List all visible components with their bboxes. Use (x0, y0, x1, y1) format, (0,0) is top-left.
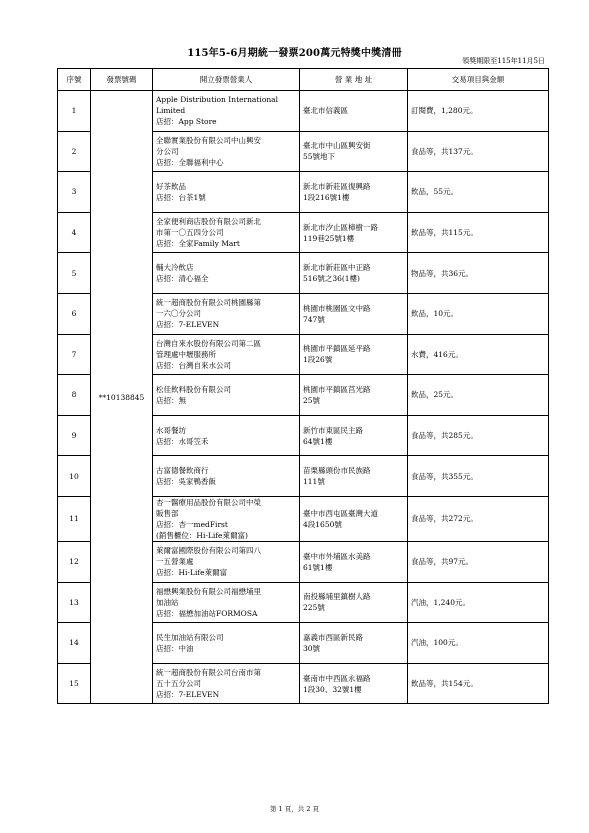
merchant-cell (153, 293, 300, 334)
merchant-cell-line: Apple Distribution International (156, 95, 279, 105)
address-cell (300, 375, 408, 416)
merchant-cell-line: 福懋興業股份有限公司福懋埔里 (156, 586, 261, 596)
merchant-cell (153, 212, 300, 253)
address-cell (300, 663, 408, 704)
winners-table (57, 68, 549, 704)
address-cell-line: 747號 (303, 314, 325, 324)
address-cell (300, 456, 408, 497)
item-amount: 飲品，10元。 (408, 293, 549, 334)
address-cell (300, 131, 408, 172)
item-amount: 訂閱費，1,280元。 (408, 91, 549, 132)
address-cell (300, 415, 408, 456)
invoice-number: **10138845 (91, 91, 153, 704)
merchant-cell (153, 663, 300, 704)
merchant-cell (153, 131, 300, 172)
merchant-cell-line: 統一超商股份有限公司桃園縣第 (156, 298, 261, 308)
merchant-cell (153, 623, 300, 664)
merchant-cell-line: 全家便利商店股份有限公司新北 (156, 217, 261, 227)
address-cell-line: 新北市汐止區樟樹一路 (303, 222, 378, 232)
item-amount: 飲品，55元。 (408, 172, 549, 213)
address-cell (300, 623, 408, 664)
address-cell-line: 新北市新莊區復興路 (303, 181, 371, 191)
address-cell (300, 293, 408, 334)
merchant-cell (153, 172, 300, 213)
item-amount: 食品等，共137元。 (408, 131, 549, 172)
merchant-cell-line: 好茶飲品 (156, 181, 186, 191)
merchant-cell-line: 市第一〇五四分公司 (156, 228, 224, 238)
row-number: 8 (58, 375, 91, 416)
address-cell (300, 253, 408, 294)
merchant-cell-line: 民生加油站有限公司 (156, 632, 224, 642)
item-amount: 物品等，共36元。 (408, 253, 549, 294)
address-cell-line: 1段26號 (303, 355, 333, 365)
merchant-cell-line: 管理處中壢服務所 (156, 349, 216, 359)
merchant-cell (153, 415, 300, 456)
address-cell (300, 496, 408, 541)
merchant-cell-line: 店招：水哥笠禾 (156, 436, 209, 446)
merchant-cell-line: 店招：台茶1號 (156, 192, 206, 202)
address-cell-line: 25號 (303, 395, 321, 405)
merchant-cell (153, 253, 300, 294)
merchant-cell-line: 店招：中油 (156, 643, 194, 653)
address-cell-line: 225號 (303, 603, 325, 613)
item-amount: 食品等，共97元。 (408, 541, 549, 582)
address-cell (300, 334, 408, 375)
merchant-cell (153, 456, 300, 497)
address-cell-line: 1段216號1樓 (303, 192, 350, 202)
address-cell-line: 臺北市中山區興安街 (303, 141, 371, 151)
merchant-cell-line: 水哥餐坊 (156, 425, 186, 435)
merchant-cell-line: 加油站 (156, 597, 179, 607)
row-number: 12 (58, 541, 91, 582)
row-number: 4 (58, 212, 91, 253)
row-number: 14 (58, 623, 91, 664)
address-cell-line: 嘉義市西區新民路 (303, 632, 363, 642)
item-amount: 飲品等，共115元。 (408, 212, 549, 253)
merchant-cell-line: 店招：全聯福利中心 (156, 157, 224, 167)
merchant-cell (153, 582, 300, 623)
merchant-cell-line: 全聯實業股份有限公司中山興安 (156, 135, 261, 145)
address-cell-line: 4段1650號 (303, 519, 342, 529)
row-number: 11 (58, 496, 91, 541)
merchant-cell-line: 店招：台灣自來水公司 (156, 360, 231, 370)
page-title: 115年5-6月期統一發票200萬元特獎中獎清冊 (187, 48, 402, 59)
merchant-cell-line: 輔大冷飲店 (156, 263, 194, 273)
merchant-cell-line: 店招：福懋加油站FORMOSA (156, 608, 258, 618)
address-cell (300, 91, 408, 132)
address-cell-line: 苗栗縣頭份市民族路 (303, 466, 371, 476)
merchant-cell-line: 店招：吳家鴨香飯 (156, 477, 216, 487)
address-cell-line: 1段30、32號1樓 (303, 684, 362, 694)
row-number: 15 (58, 663, 91, 704)
header-merchant: 開立發票營業人 (153, 69, 300, 91)
address-cell-line: 臺南市中西區永福路 (303, 673, 371, 683)
address-cell (300, 172, 408, 213)
merchant-cell-line: 店招：App Store (156, 117, 217, 127)
merchant-cell-line: 分公司 (156, 146, 179, 156)
merchant-cell (153, 541, 300, 582)
address-cell-line: 516號之36(1樓) (303, 274, 360, 284)
row-number: 2 (58, 131, 91, 172)
address-cell-line: 111號 (303, 477, 325, 487)
row-number: 9 (58, 415, 91, 456)
table-header-row (58, 69, 549, 91)
item-amount: 飲品，25元。 (408, 375, 549, 416)
row-number: 1 (58, 91, 91, 132)
address-cell-line: 桃園市桃園區文中路 (303, 303, 371, 313)
merchant-cell-line: 一五營業處 (156, 557, 194, 567)
item-amount: 汽油，1,240元。 (408, 582, 549, 623)
row-number: 13 (58, 582, 91, 623)
merchant-cell-line: 古富德餐飲商行 (156, 466, 209, 476)
address-cell-line: 新北市新莊區中正路 (303, 263, 371, 273)
merchant-cell (153, 496, 300, 541)
merchant-cell-line: 五十五分公司 (156, 679, 201, 689)
header-invoice-number: 發票號碼 (91, 69, 153, 91)
address-cell (300, 541, 408, 582)
merchant-cell-line: (銷售櫃位：Hi-Life萊爾富) (156, 530, 248, 540)
address-cell-line: 桃園市平鎮區莒光路 (303, 384, 371, 394)
row-number: 6 (58, 293, 91, 334)
merchant-cell-line: 松佳飲料股份有限公司 (156, 384, 231, 394)
address-cell-line: 119巷25號1樓 (303, 233, 355, 243)
address-cell-line: 桃園市平鎮區延平路 (303, 344, 371, 354)
address-cell (300, 582, 408, 623)
header-address: 營 業 地 址 (300, 69, 408, 91)
address-cell-line: 臺中市西屯區臺灣大道 (303, 508, 378, 518)
address-cell-line: 新竹市東區民主路 (303, 425, 363, 435)
merchant-cell-line: 店招：7-ELEVEN (156, 320, 220, 330)
address-cell-line: 61號1樓 (303, 562, 333, 572)
merchant-cell (153, 91, 300, 132)
item-amount: 水費，416元。 (408, 334, 549, 375)
merchant-cell-line: 萊爾富國際股份有限公司第四八 (156, 546, 261, 556)
merchant-cell-line: 統一超商股份有限公司台南市第 (156, 668, 261, 678)
address-cell-line: 南投縣埔里鎮樹人路 (303, 592, 371, 602)
address-cell-line: 30號 (303, 643, 321, 653)
item-amount: 食品等，共355元。 (408, 456, 549, 497)
header-item-amount: 交易項目與金額 (408, 69, 549, 91)
merchant-cell-line: 店招：全家Family Mart (156, 239, 240, 249)
merchant-cell-line: 店招：杏一medFirst (156, 519, 228, 529)
merchant-cell-line: 杏一醫療用品股份有限公司中榮 (156, 497, 261, 507)
merchant-cell-line: 台灣自來水股份有限公司第二區 (156, 338, 261, 348)
item-amount: 食品等，共285元。 (408, 415, 549, 456)
row-number: 3 (58, 172, 91, 213)
table-row (58, 91, 549, 132)
row-number: 10 (58, 456, 91, 497)
merchant-cell-line: 販售部 (156, 508, 179, 518)
item-amount: 飲品等，共154元。 (408, 663, 549, 704)
address-cell (300, 212, 408, 253)
merchant-cell-line: 店招：無 (156, 395, 186, 405)
merchant-cell-line: 店招：Hi-Life萊爾富 (156, 568, 228, 578)
merchant-cell (153, 334, 300, 375)
address-cell-line: 臺北市信義區 (303, 106, 348, 116)
merchant-cell-line: 一六〇分公司 (156, 309, 201, 319)
row-number: 7 (58, 334, 91, 375)
merchant-cell-line: 店招：7-ELEVEN (156, 690, 220, 700)
merchant-cell (153, 375, 300, 416)
header-no: 序號 (58, 69, 91, 91)
row-number: 5 (58, 253, 91, 294)
merchant-cell-line: 店招：清心福全 (156, 274, 209, 284)
item-amount: 汽油，100元。 (408, 623, 549, 664)
address-cell-line: 55號地下 (303, 152, 336, 162)
address-cell-line: 臺中市外埔區水美路 (303, 551, 371, 561)
merchant-cell-line: Limited (156, 106, 186, 116)
item-amount: 食品等，共272元。 (408, 496, 549, 541)
page-footer: 第 1 頁，共 2 頁 (269, 805, 320, 813)
address-cell-line: 64號1樓 (303, 436, 333, 446)
claim-deadline: 領獎期限至115年11月5日 (462, 57, 545, 65)
